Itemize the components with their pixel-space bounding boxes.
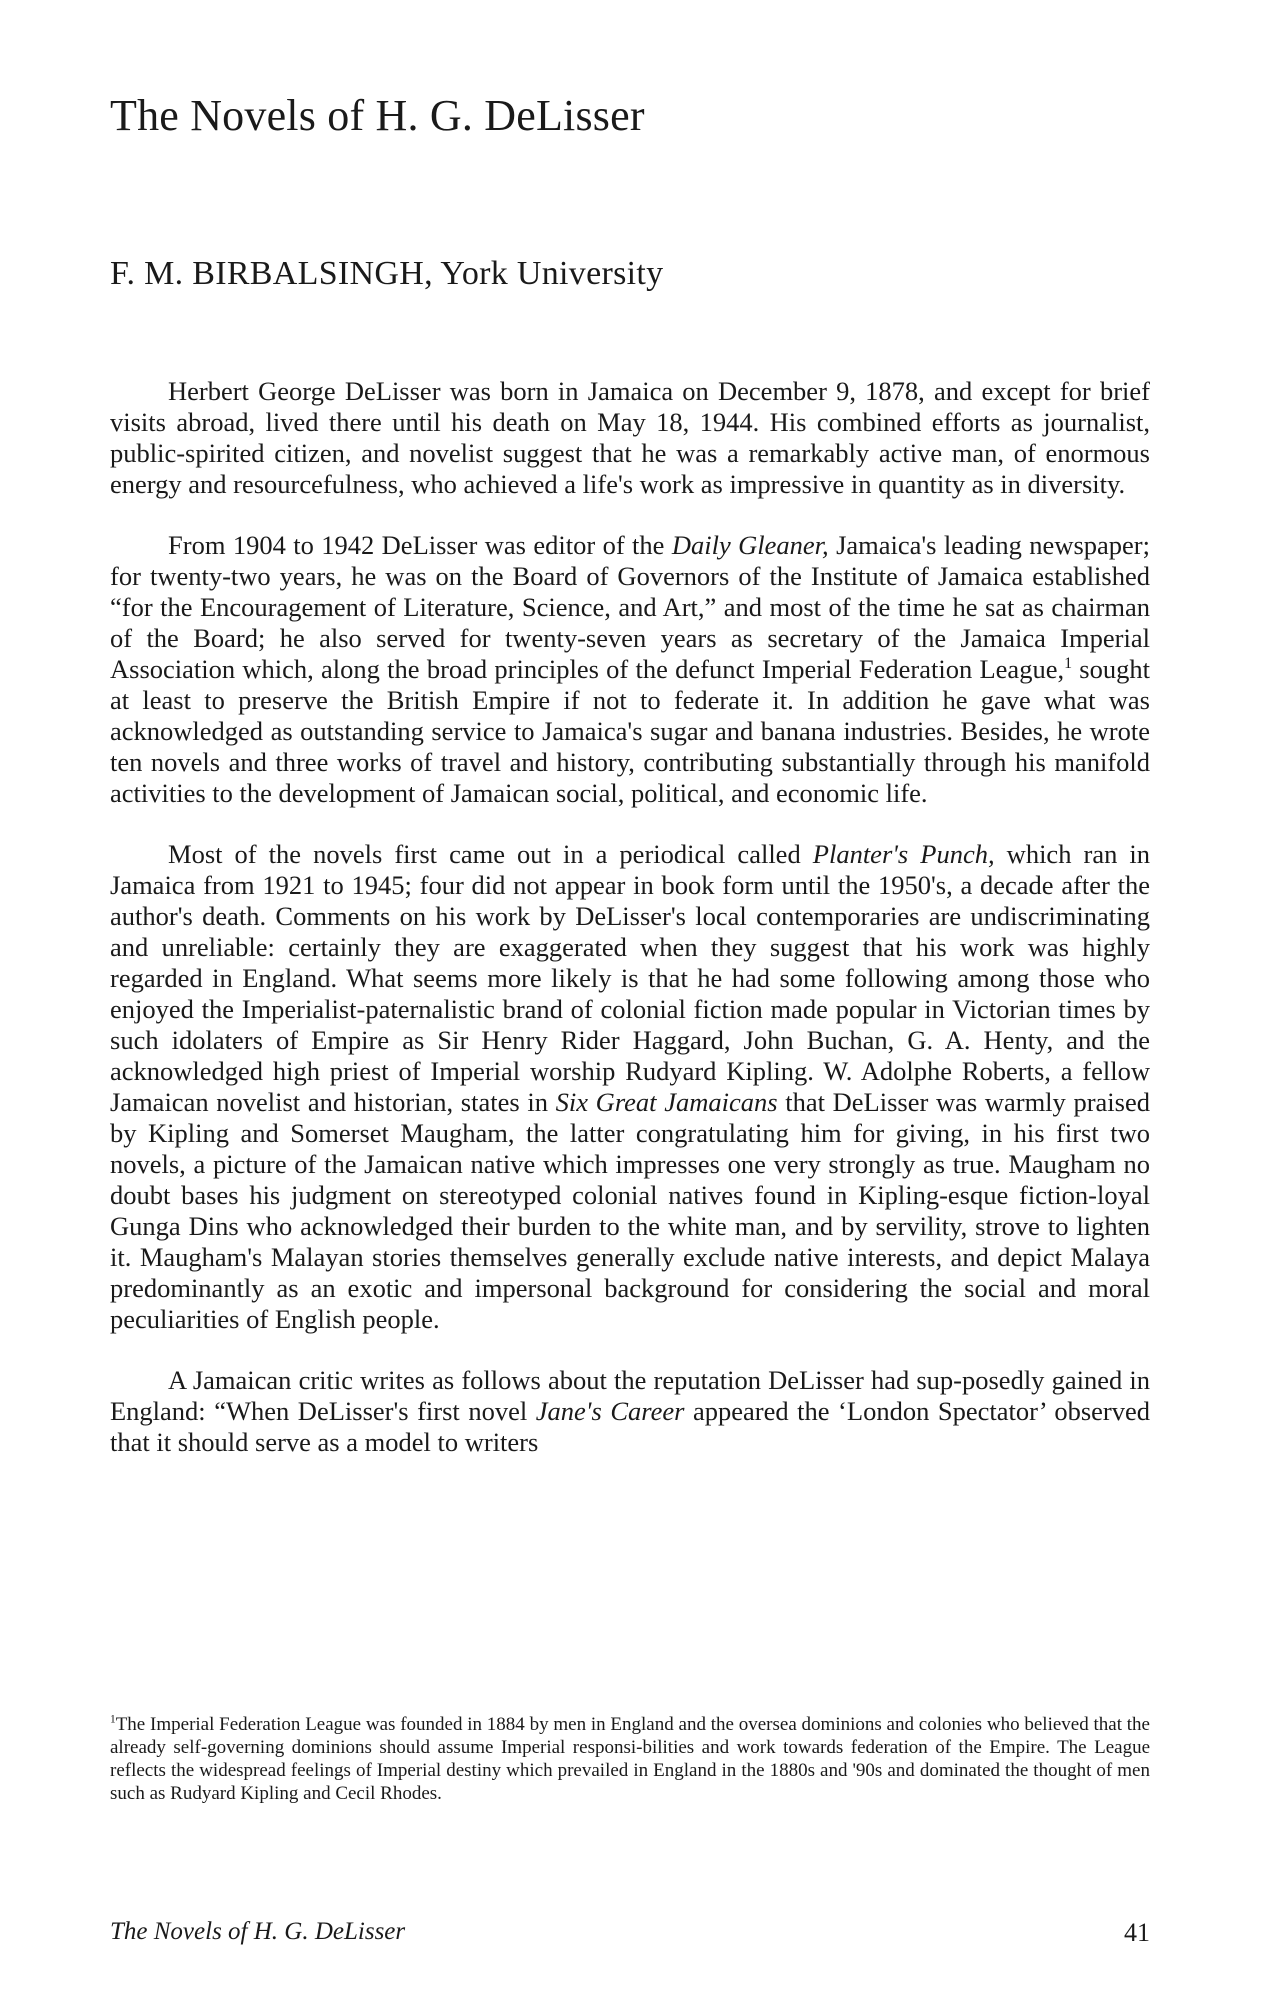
footnote-reference[interactable]: 1 — [1064, 655, 1073, 673]
footnote-text: The Imperial Federation League was founded in 1884 by men in England and the oversea dominions and colonies who believed that the already self-governing dominions should assume Imperial responsi-bilities and work towards federation of the Empire. The League reflects the widespread feelings of Imperial destiny which prevailed in England in the 1880s and '90s and dominated the thought of men such as Rudyard Kipling and Cecil Rhodes. — [110, 1714, 1150, 1804]
paragraph-text: sought at least to preserve the British Empire if not to federate it. In addition he gave what was acknowledged as outstanding service to Jamaica's sugar and banana industries. Besides, he wrote ten novels and three works of travel and history, contributing substantially through his manifold activities to the development of Jamaican social, political, and economic life. — [110, 654, 1150, 808]
article-title: The Novels of H. G. DeLisser — [110, 91, 645, 140]
paragraph-text: that DeLisser was warmly praised by Kipling and Somerset Maugham, the latter congratulating him for giving, in his first two novels, a picture of the Jamaican native which impresses one very strongly as true. Maugham no doubt bases his judgment on stereotyped colonial natives found in Kipling-esque fiction-loyal Gunga Dins who acknowledged their burden to the white man, and by servility, strove to lighten it. Maugham's Malayan stories themselves generally exclude native interests, and depict Malaya predominantly as an exotic and impersonal background for considering the social and moral peculiarities of English people. — [110, 1087, 1150, 1334]
paragraph-text: Jamaica's leading newspaper; for twenty-two years, he was on the Board of Governors of the Institute of Jamaica established “for the Encouragement of Literature, Science, and Art,” and most of the time he sat as chairman of the Board; he also served for twenty-seven years as secretary of the Jamaica Imperial Association which, along the broad principles of the defunct Imperial Federation League, — [110, 530, 1150, 684]
footnote — [110, 1713, 1150, 1805]
running-footer-title: The Novels of H. G. DeLisser — [110, 1918, 406, 1945]
page-number: 41 — [1124, 1918, 1150, 1947]
article-body — [110, 376, 1150, 1488]
paragraph-2 — [110, 530, 1150, 809]
publication-title: Planter's Punch, — [812, 839, 995, 869]
paragraph-text: From 1904 to 1942 DeLisser was editor of the — [168, 530, 672, 560]
book-title: Six Great Jamaicans — [555, 1087, 778, 1117]
footnote-marker: 1 — [110, 1713, 116, 1726]
journal-page — [110, 0, 1150, 1998]
publication-title: Daily Gleaner, — [671, 530, 829, 560]
paragraph-text: Most of the novels first came out in a periodical called — [168, 839, 813, 869]
paragraph-4 — [110, 1365, 1150, 1458]
paragraph-text: which ran in Jamaica from 1921 to 1945; four did not appear in book form until the 1950's, a decade after the author's death. Comments on his work by DeLisser's local contemporaries are undiscriminating and unreliable: certainly they are exaggerated when they suggest that his work was highly regarded in England. What seems more likely is that he had some following among those who enjoyed the Imperialist-paternalistic brand of colonial fiction made popular in Victorian times by such idolaters of Empire as Sir Henry Rider Haggard, John Buchan, G. A. Henty, and the acknowledged high priest of Imperial worship Rudyard Kipling. W. Adolphe Roberts, a fellow Jamaican novelist and historian, states in — [110, 839, 1150, 1117]
author-line: F. M. BIRBALSINGH, York University — [110, 255, 664, 292]
paragraph-1 — [110, 376, 1150, 500]
paragraph-text: appeared the ‘London Spectator’ observed that it should serve as a model to writers — [110, 1396, 1150, 1457]
paragraph-3 — [110, 839, 1150, 1335]
book-title: Jane's Career — [535, 1396, 685, 1426]
paragraph-text: A Jamaican critic writes as follows about the reputation DeLisser had sup-posedly gained in England: “When DeLisser's first novel — [110, 1365, 1150, 1426]
paragraph-text: Herbert George DeLisser was born in Jamaica on December 9, 1878, and except for brief visits abroad, lived there until his death on May 18, 1944. His combined efforts as journalist, public-spirited citizen, and novelist suggest that he was a remarkably active man, of enormous energy and resourcefulness, who achieved a life's work as impressive in quantity as in diversity. — [110, 376, 1150, 499]
